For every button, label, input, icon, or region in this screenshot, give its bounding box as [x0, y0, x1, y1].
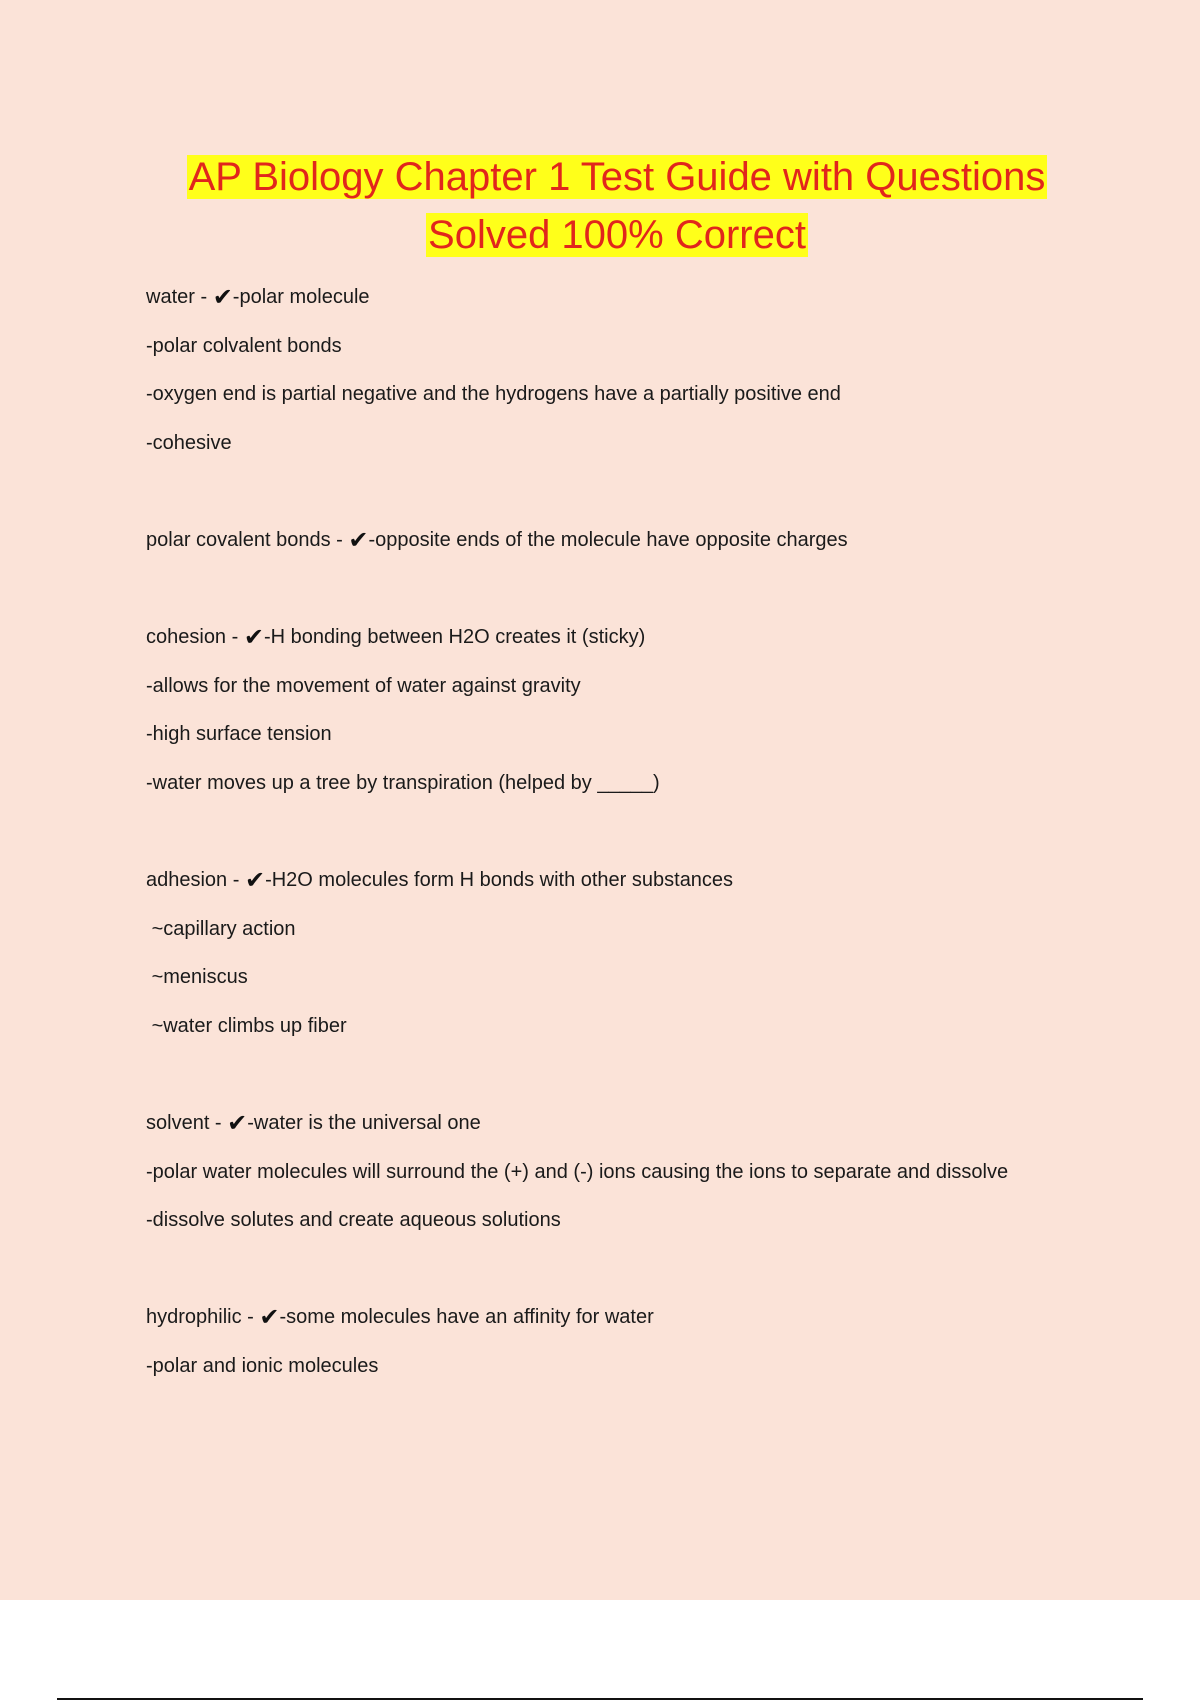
definition-text: -some molecules have an affinity for water [279, 1306, 654, 1329]
definition-line: -dissolve solutes and create aqueous solutions [146, 1209, 561, 1232]
definition-line: -high surface tension [146, 723, 332, 746]
term-label: water - [146, 286, 213, 308]
checkmark-icon: ✔ [259, 1303, 280, 1332]
entry-water [146, 282, 1046, 312]
entry-polar-covalent-bonds [146, 525, 1046, 555]
definition-line: ~water climbs up fiber [146, 1014, 347, 1037]
title-line-1: AP Biology Chapter 1 Test Guide with Questions [188, 155, 1046, 199]
document-title [0, 148, 1200, 264]
checkmark-icon: ✔ [243, 623, 264, 652]
title-line-2: Solved 100% Correct [428, 213, 806, 257]
definition-line: -water moves up a tree by transpiration (helped by _____) [146, 771, 660, 794]
definition-text: -opposite ends of the molecule have opposite charges [368, 528, 848, 551]
checkmark-icon: ✔ [227, 1109, 248, 1138]
checkmark-icon: ✔ [212, 283, 233, 311]
definition-line: -allows for the movement of water against gravity [146, 674, 581, 697]
definition-text: -H bonding between H2O creates it (sticky) [263, 626, 646, 649]
definition-line: -cohesive [146, 431, 232, 454]
entry-cohesion [146, 622, 1046, 652]
entry-solvent [146, 1108, 1046, 1138]
definition-line: ~meniscus [146, 966, 248, 989]
term-label: hydrophilic - [146, 1306, 260, 1329]
term-label: solvent - [146, 1112, 228, 1135]
checkmark-icon: ✔ [244, 866, 266, 895]
term-label: polar covalent bonds - [146, 528, 349, 551]
entry-hydrophilic [146, 1302, 1046, 1332]
definition-text: -polar molecule [232, 286, 370, 308]
definition-text: -water is the universal one [247, 1112, 481, 1135]
definition-line: -polar and ionic molecules [146, 1355, 379, 1378]
entry-adhesion [146, 865, 1046, 895]
term-label: adhesion - [146, 869, 245, 892]
checkmark-icon: ✔ [348, 525, 369, 554]
definition-line: -oxygen end is partial negative and the hydrogens have a partially positive end [146, 383, 841, 406]
flashcard-list [146, 282, 1046, 1400]
term-label: cohesion - [146, 626, 244, 649]
definition-line: -polar water molecules will surround the (+) and (-) ions causing the ions to separate and dissolve [146, 1160, 1009, 1183]
definition-line: -polar colvalent bonds [146, 334, 342, 357]
definition-text: -H2O molecules form H bonds with other substances [265, 869, 734, 892]
definition-line: ~capillary action [146, 917, 296, 940]
